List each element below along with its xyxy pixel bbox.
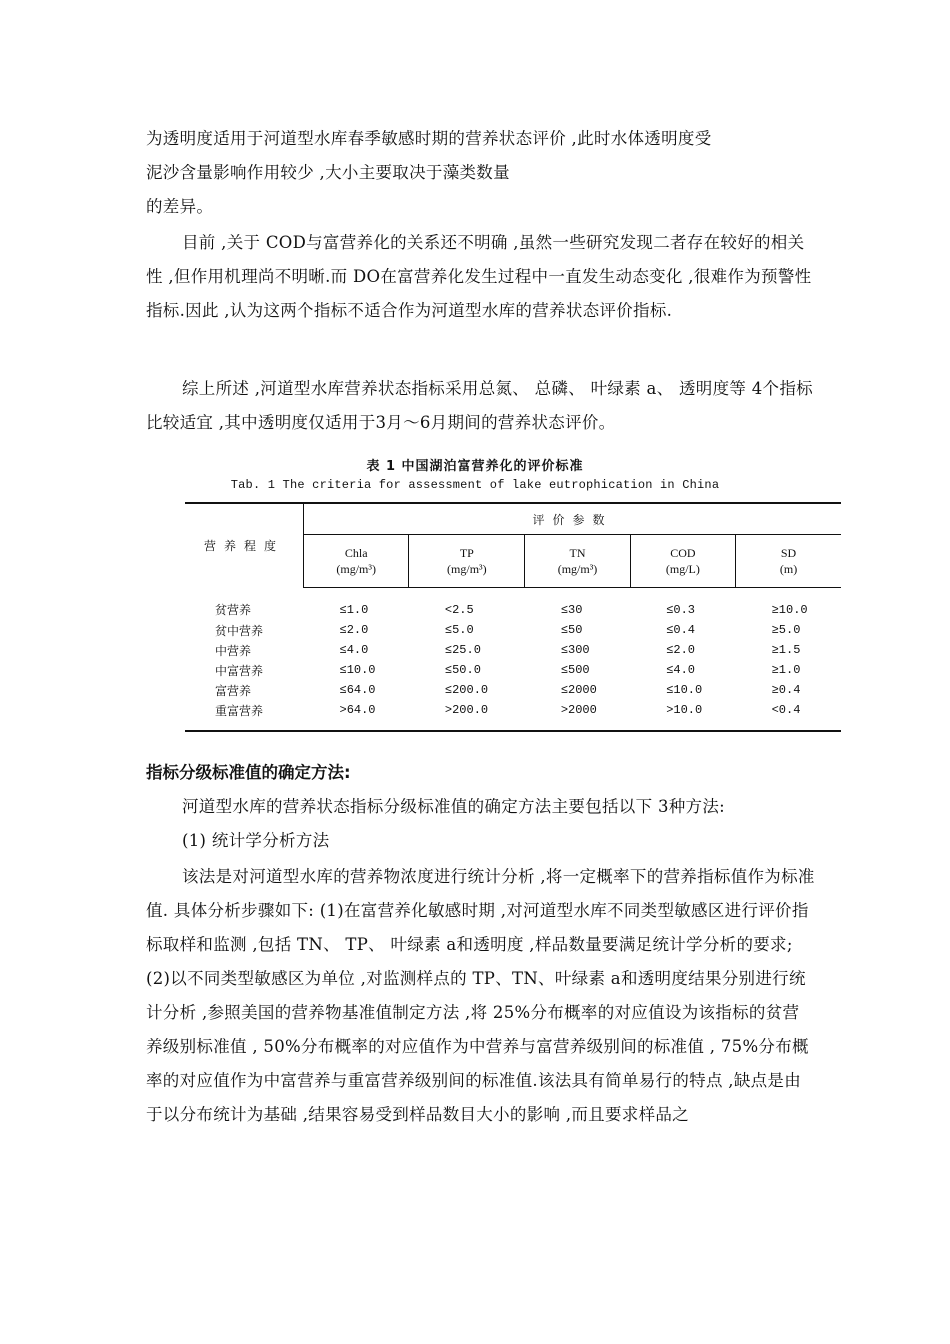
section-heading: 指标分级标准值的确定方法:	[146, 763, 351, 782]
eutrophication-criteria-table	[185, 502, 841, 732]
value-cell: ≤200.0	[444, 683, 489, 697]
column-name: SD	[780, 546, 797, 560]
section-intro: 河道型水库的营养状态指标分级标准值的确定方法主要包括以下 3种方法:	[182, 797, 726, 816]
column-name: Chla	[344, 546, 368, 560]
value-cell: ≤4.0	[339, 643, 369, 657]
value-cell: <0.4	[771, 703, 801, 717]
value-cell: ≤64.0	[339, 683, 376, 697]
value-cell: ≥5.0	[771, 623, 801, 637]
column-unit: (mg/m³)	[447, 562, 487, 576]
value-cell: ≤10.0	[339, 663, 376, 677]
table-caption-english: Tab. 1 The criteria for assessment of lake eutrophication in China	[230, 478, 720, 492]
column-unit: (mg/L)	[665, 562, 700, 576]
table-header-row	[185, 503, 841, 535]
column-unit: (mg/m³)	[557, 562, 598, 576]
value-cell: >10.0	[666, 703, 703, 717]
column-header-cod	[630, 535, 735, 588]
value-cell: <2.5	[444, 603, 474, 617]
value-cell: ≤30	[560, 603, 583, 617]
value-cell: ≤0.4	[666, 623, 696, 637]
grade-cell: 重富营养	[215, 703, 264, 718]
value-cell: >2000	[560, 703, 597, 717]
grade-cell: 富营养	[215, 683, 252, 698]
parameters-header: 评价参数	[304, 503, 842, 535]
grade-cell: 中营养	[215, 643, 252, 658]
value-cell: ≥0.4	[771, 683, 801, 697]
table-row	[185, 640, 841, 660]
value-cell: ≤2.0	[666, 643, 696, 657]
column-header-tp	[409, 535, 525, 588]
table-row	[185, 588, 841, 621]
table-caption-chinese: 表 1 中国湖泊富营养化的评价标准	[366, 459, 584, 474]
value-cell: >64.0	[339, 703, 376, 717]
value-cell: ≤5.0	[444, 623, 474, 637]
grade-cell: 贫营养	[215, 603, 252, 618]
column-name: TN	[569, 546, 586, 560]
grade-cell: 中富营养	[215, 663, 264, 678]
column-header-chla	[304, 535, 409, 588]
value-cell: ≤500	[560, 663, 590, 677]
value-cell: ≥1.0	[771, 663, 801, 677]
table-row	[185, 620, 841, 640]
table-row	[185, 660, 841, 680]
grade-column-header: 营养程度	[185, 503, 304, 588]
value-cell: ≤10.0	[666, 683, 703, 697]
column-unit: (mg/m³)	[336, 562, 376, 576]
table-row	[185, 700, 841, 731]
paragraph-1-line-2: 泥沙含量影响作用较少 ,大小主要取决于藻类数量	[146, 163, 510, 182]
value-cell: ≥10.0	[771, 603, 808, 617]
value-cell: ≤1.0	[339, 603, 369, 617]
column-header-sd	[736, 535, 841, 588]
paragraph-1-line-1: 为透明度适用于河道型水库春季敏感时期的营养状态评价 ,此时水体透明度受	[146, 129, 712, 148]
value-cell: >200.0	[444, 703, 489, 717]
value-cell: ≥1.5	[771, 643, 801, 657]
value-cell: ≤50.0	[444, 663, 481, 677]
value-cell: ≤2.0	[339, 623, 369, 637]
paragraph-1-line-3: 的差异。	[146, 197, 214, 216]
value-cell: ≤0.3	[666, 603, 696, 617]
method-1-title: (1) 统计学分析方法	[182, 831, 330, 850]
column-unit: (m)	[779, 562, 798, 576]
grade-cell: 贫中营养	[215, 623, 264, 638]
value-cell: ≤2000	[560, 683, 597, 697]
paragraph-3: 综上所述 ,河道型水库营养状态指标采用总氮、 总磷、 叶绿素 a、 透明度等 4个指标比较适宜 ,其中透明度仅适用于3月～6月期间的营养状态评价。	[146, 379, 813, 432]
table-row	[185, 680, 841, 700]
value-cell: ≤300	[560, 643, 590, 657]
value-cell: ≤25.0	[444, 643, 481, 657]
value-cell: ≤50	[560, 623, 583, 637]
column-header-tn	[525, 535, 630, 588]
column-name: TP	[459, 546, 474, 560]
paragraph-2: 目前 ,关于 COD与富营养化的关系还不明确 ,虽然一些研究发现二者存在较好的相关性 ,但作用机理尚不明晰.而 DO在富营养化发生过程中一直发生动态变化 ,很难作为预警性指标.因此 ,认为这两个指标不适合作为河道型水库的营养状态评价指标.	[146, 233, 812, 320]
value-cell: ≤4.0	[666, 663, 696, 677]
column-name: COD	[670, 546, 696, 560]
method-1-body: 该法是对河道型水库的营养物浓度进行统计分析 ,将一定概率下的营养指标值作为标准值. 具体分析步骤如下: (1)在富营养化敏感时期 ,对河道型水库不同类型敏感区进行评价指标取样和监测 ,包括 TN、 TP、 叶绿素 a和透明度 ,样品数量要满足统计学分析的要求; (2)以不同类型敏感区为单位 ,对监测样点的 TP、TN、叶绿素 a和透明度结果分别进行统计分析 ,参照美国的营养物基准值制定方法 ,将 25%分布概率的对应值设为该指标的贫营养级别标准值 , 50%分布概率的对应值作为中营养与富营养级别间的标准值 , 75%分布概率的对应值作为中富营养与重富营养级别间的标准值.该法具有简单易行的特点 ,缺点是由于以分布统计为基础 ,结果容易受到样品数目大小的影响 ,而且要求样品之	[146, 867, 815, 1124]
